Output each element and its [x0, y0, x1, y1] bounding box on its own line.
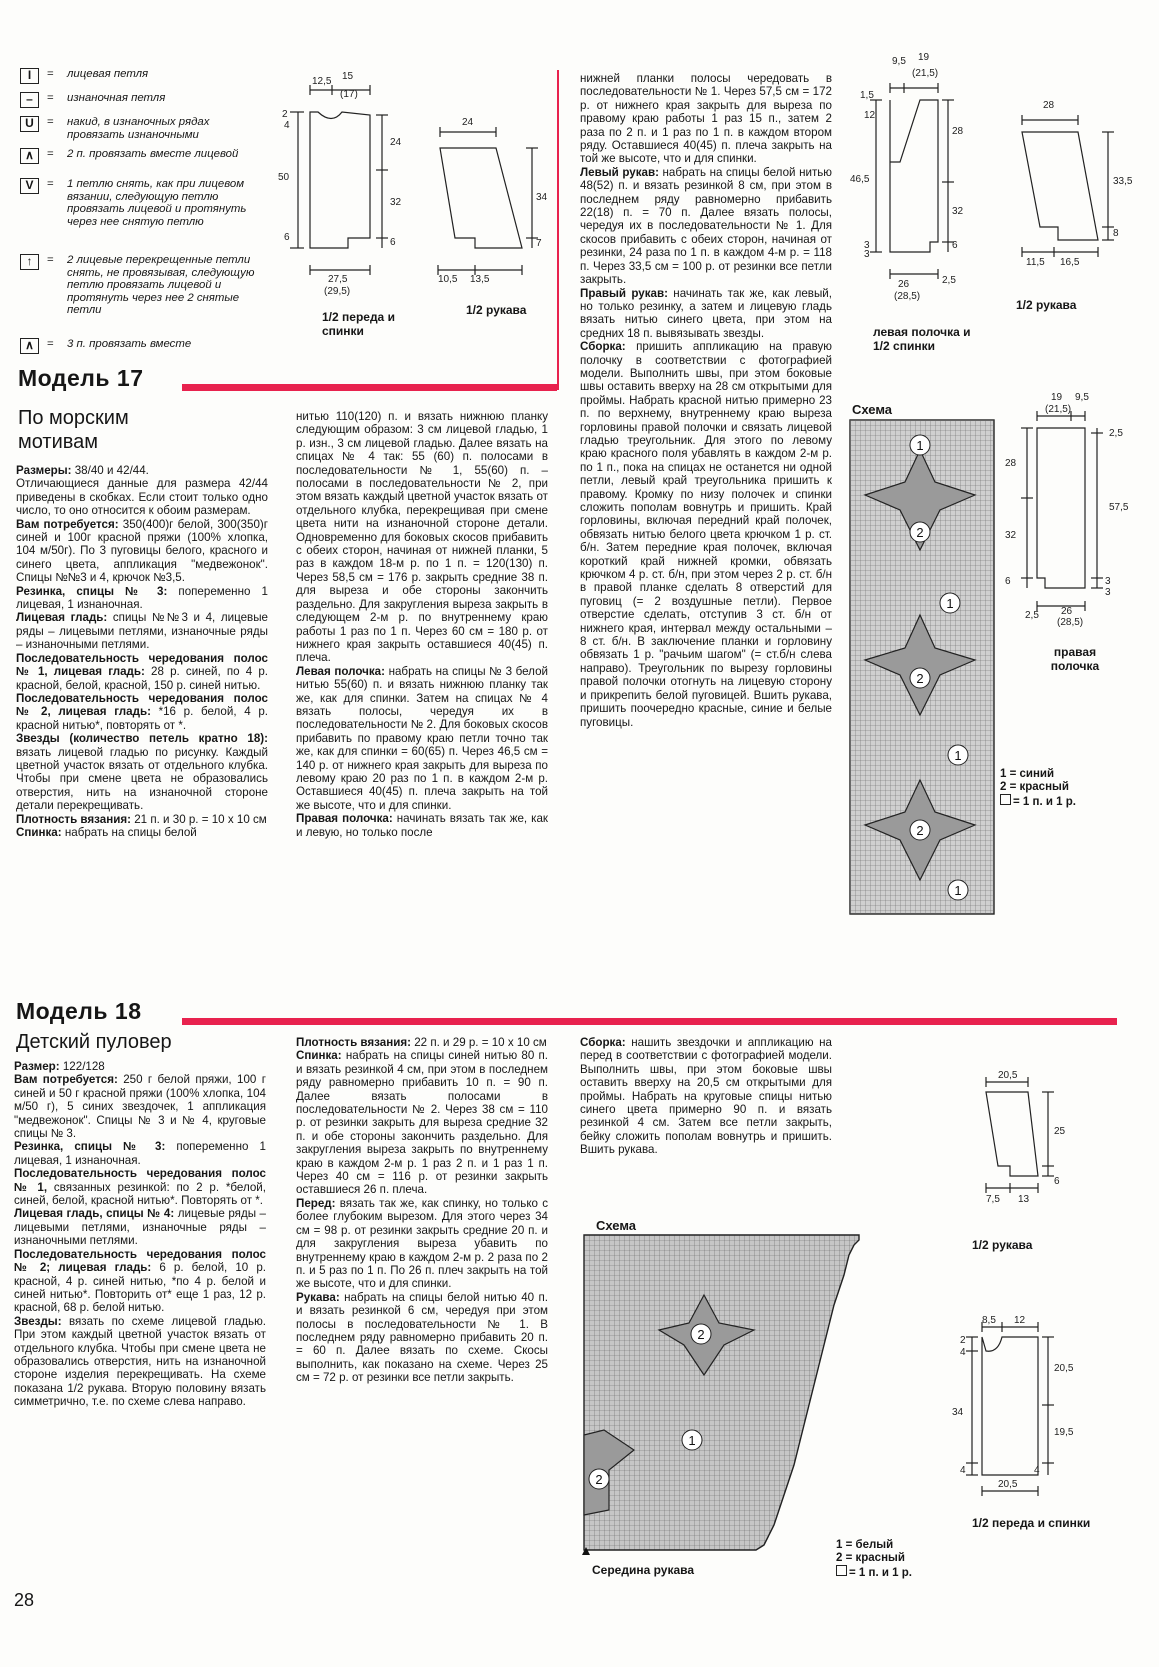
- paragraph-text: набрать на спицы белой: [61, 825, 197, 839]
- paragraph: [14, 1060, 266, 1073]
- paragraph-text: начинать так же, как левый, но только резинку, а затем и лицевую гладь вязать нитью синего цвета, при этом на средних 18 п. вывязывать звезды.: [580, 286, 833, 340]
- svg-text:11,5: 11,5: [1026, 257, 1045, 268]
- m17-subtitle: По морским мотивам: [18, 407, 129, 453]
- svg-text:6: 6: [390, 237, 396, 248]
- svg-text:34: 34: [952, 1407, 964, 1418]
- svg-text:26: 26: [898, 279, 910, 290]
- m18-title: Модель 18: [16, 998, 142, 1024]
- paragraph: [16, 732, 268, 812]
- paragraph-heading: Звезды (количество петель кратно 18):: [16, 732, 268, 746]
- svg-text:24: 24: [462, 117, 474, 128]
- svg-text:(17): (17): [340, 89, 358, 100]
- paragraph: [16, 813, 268, 826]
- svg-text:4: 4: [284, 120, 290, 131]
- paragraph-text: набрать на спицы белой нитью 40 п. и вязать резинкой 6 см, чередуя при этом полосы в последовательности № 1. В последнем ряду равномерно прибавить 20 п. = 60 п. Далее вязать по схеме. Скосы выполнить, как показано на схеме. Через 25 см = 72 р. от резинки все петли закрыть.: [296, 1290, 548, 1385]
- svg-text:28: 28: [952, 126, 964, 137]
- svg-text:27,5: 27,5: [328, 274, 348, 285]
- svg-text:26: 26: [1061, 606, 1073, 617]
- paragraph-heading: Левая полочка:: [296, 664, 385, 678]
- m17-left-front-caption: левая полочка и 1/2 спинки: [873, 325, 971, 353]
- svg-text:2: 2: [697, 1327, 705, 1342]
- legend-definition: лицевая петля: [67, 68, 149, 80]
- knit-symbol-icon: ∧: [20, 148, 39, 164]
- svg-text:7,5: 7,5: [986, 1194, 1000, 1205]
- paragraph: [296, 1291, 548, 1385]
- paragraph-heading: Размер:: [14, 1060, 60, 1073]
- paragraph-heading: Последовательность чередования полос № 2, лицевая гладь:: [16, 691, 268, 719]
- paragraph-text: 250 г белой пряжи, 100 г синей и 50 г красной пряжи (100% хлопка, 104 м/50 г), 5 синих звездочек, 1 аппликация "медвежонок". Спицы № 3 и № 4, круговые спицы № 3.: [14, 1073, 266, 1141]
- svg-text:2,5: 2,5: [1025, 610, 1039, 621]
- m18-sleeve-caption: 1/2 рукава: [972, 1238, 1033, 1252]
- svg-text:25: 25: [1054, 1126, 1066, 1137]
- m17-sleeve2-caption: 1/2 рукава: [1016, 298, 1077, 312]
- legend-definition: накид, в изнаночных рядах провязать изнаночными: [67, 116, 210, 141]
- paragraph-heading: Перед:: [296, 1196, 336, 1210]
- legend-equals: =: [47, 178, 54, 190]
- paragraph-text: вязать по схеме лицевой гладью. При этом каждый цветной участок вязать от отдельного клубка. Чтобы при смене цвета не образовались отверстия, нить на изнаночной стороне изделия перекрещивать. На схеме показана 1/2 рукава. Вторую половину вязать симметрично, т.е. по схеме слева направо.: [14, 1314, 266, 1409]
- paragraph: [16, 518, 268, 585]
- svg-text:(21,5): (21,5): [912, 68, 939, 79]
- paragraph-text: 22 п. и 29 р. = 10 x 10 см: [410, 1036, 547, 1049]
- m18-front-back-diagram: [950, 1315, 1080, 1515]
- knit-symbol-icon: –: [20, 92, 39, 108]
- top-divider: [557, 70, 559, 390]
- svg-text:2: 2: [916, 525, 924, 540]
- svg-text:9,5: 9,5: [1075, 392, 1089, 403]
- legend-equals: =: [47, 254, 54, 266]
- svg-text:2,5: 2,5: [942, 275, 956, 286]
- svg-text:15: 15: [342, 71, 354, 82]
- paragraph-heading: Сборка:: [580, 1036, 626, 1049]
- paragraph-text: нашить звездочки и аппликацию на перед в соответствии с фотографией модели. Выполнить швы, при этом боковые швы оставить вверху на 20,5 см открытыми для проймы. Набрать на круговые спицы нитью синего цвета примерно 90 п. и вязать резинкой 4 см. Затем все петли закрыть, бейку сложить пополам вовнутрь и пришить. Вшить рукава.: [580, 1036, 832, 1157]
- svg-text:19: 19: [918, 52, 930, 63]
- paragraph-text: Отличающиеся данные для размера 42/44 приведены в скобках. Если стоит только одно число, то оно относится к обоим размерам.: [16, 477, 268, 518]
- m17-scheme-legend: 1 = синий 2 = красный = 1 п. и 1 р.: [1000, 768, 1076, 808]
- svg-text:32: 32: [1005, 530, 1017, 541]
- paragraph-text: начинать вязать так же, как и левую, но только после: [296, 812, 548, 839]
- legend-row: [20, 338, 257, 354]
- paragraph: [580, 287, 832, 341]
- svg-text:6: 6: [1005, 576, 1011, 587]
- m17-scheme-chart: [850, 420, 995, 915]
- legend-row: [20, 178, 257, 228]
- paragraph-text: попеременно 1 лицевая, 1 изнаночная.: [16, 584, 268, 612]
- paragraph-heading: Звезды:: [14, 1314, 62, 1328]
- paragraph-text: 350(400)г белой, 300(350)г синей и 100г красной пряжи (100% хлопка, 104 м/50г). По 3 пуговицы белого, красного и синего цвета, аппликация "медвежонок". Спицы №№3 и 4, крючок №3,5.: [16, 517, 268, 585]
- legend-equals: =: [47, 148, 54, 160]
- svg-text:19: 19: [1051, 392, 1063, 403]
- paragraph: [16, 611, 268, 651]
- paragraph-text: попеременно 1 лицевая, 1 изнаночная.: [14, 1140, 266, 1167]
- paragraph: [14, 1140, 266, 1167]
- paragraph: [14, 1315, 266, 1409]
- svg-text:13,5: 13,5: [470, 274, 490, 285]
- legend-row: [20, 254, 257, 317]
- svg-text:(21,5): (21,5): [1045, 404, 1072, 415]
- m18-column-2: [296, 1036, 548, 1576]
- svg-text:12: 12: [1014, 1315, 1026, 1326]
- paragraph: [14, 1248, 266, 1315]
- paragraph: [16, 477, 268, 517]
- m18-scheme-title: Схема: [596, 1218, 637, 1233]
- paragraph-heading: Размеры:: [16, 464, 72, 477]
- m18-subtitle: Детский пуловер: [16, 1031, 172, 1053]
- svg-text:4: 4: [960, 1465, 966, 1476]
- m17-scheme-title: Схема: [852, 402, 893, 417]
- svg-text:19,5: 19,5: [1054, 1427, 1074, 1438]
- svg-text:2: 2: [282, 109, 288, 120]
- paragraph-heading: Рукава:: [296, 1290, 340, 1304]
- legend-equals: =: [47, 116, 54, 128]
- paragraph: [16, 585, 268, 612]
- svg-text:50: 50: [278, 172, 290, 183]
- svg-text:16,5: 16,5: [1060, 257, 1080, 268]
- paragraph: [296, 1049, 548, 1196]
- svg-text:1,5: 1,5: [860, 90, 874, 101]
- svg-text:2: 2: [960, 1335, 966, 1346]
- svg-text:1: 1: [954, 748, 962, 763]
- paragraph: [14, 1167, 266, 1207]
- knit-symbol-icon: ↑: [20, 254, 39, 270]
- m17-left-front-diagram: [840, 52, 1152, 352]
- svg-text:10,5: 10,5: [438, 274, 458, 285]
- svg-text:32: 32: [390, 197, 402, 208]
- svg-text:20,5: 20,5: [998, 1070, 1018, 1081]
- knit-symbol-icon: V: [20, 178, 39, 194]
- paragraph-text: 28 р. синей, по 4 р. красной, белой, красной, 150 р. синей нитью.: [16, 665, 268, 692]
- svg-text:32: 32: [952, 206, 964, 217]
- paragraph-heading: Плотность вязания:: [16, 812, 131, 826]
- svg-text:3: 3: [1105, 587, 1111, 598]
- paragraph-text: нижней планки полосы чередовать в последовательности № 1. Через 57,5 см = 172 р. от нижнего края закрыть для выреза по правому краю работы 1 раз 15 п., затем 2 раза по 2 п. и 1 раз по 1 п. в каждом втором ряду. Оставшиеся 40(45) п. плеча закрыть на той же высоте, что и для спинки.: [580, 72, 832, 166]
- svg-text:12,5: 12,5: [312, 76, 332, 87]
- legend-definition: 3 п. провязать вместе: [67, 338, 192, 350]
- paragraph: [14, 1207, 266, 1247]
- svg-text:3: 3: [864, 249, 870, 260]
- paragraph-heading: Последовательность чередования полос № 2; лицевая гладь:: [14, 1247, 266, 1275]
- svg-text:9,5: 9,5: [892, 56, 906, 67]
- legend-row: [20, 68, 257, 84]
- svg-text:2: 2: [916, 671, 924, 686]
- knit-symbol-icon: U: [20, 116, 39, 132]
- paragraph-heading: Резинка, спицы № 3:: [14, 1140, 166, 1154]
- svg-text:1: 1: [954, 883, 962, 898]
- svg-text:(28,5): (28,5): [1057, 617, 1084, 628]
- svg-text:8: 8: [1113, 228, 1119, 239]
- m18-scheme-chart: [584, 1235, 884, 1565]
- paragraph-text: 21 п. и 30 р. = 10 x 10 см: [130, 812, 267, 826]
- svg-text:4: 4: [1034, 1465, 1040, 1476]
- svg-text:24: 24: [390, 137, 402, 148]
- paragraph-heading: Правая полочка:: [296, 812, 393, 826]
- page-number: 28: [14, 1590, 35, 1610]
- paragraph-heading: Лицевая гладь:: [16, 611, 108, 625]
- paragraph: [296, 410, 548, 665]
- svg-text:4: 4: [960, 1347, 966, 1358]
- svg-text:1: 1: [946, 596, 954, 611]
- paragraph-text: *16 р. белой, 4 р. красной нитью*, повторять от *.: [16, 705, 268, 732]
- paragraph: [580, 1036, 832, 1157]
- svg-text:(28,5): (28,5): [894, 291, 921, 302]
- paragraph: [16, 826, 268, 839]
- m18-scheme-legend: 1 = белый 2 = красный = 1 п. и 1 р.: [836, 1539, 912, 1579]
- paragraph-heading: Спинка:: [296, 1049, 342, 1063]
- paragraph-text: 122/128: [59, 1060, 105, 1073]
- paragraph-heading: Последовательность чередования полос № 1, лицевая гладь:: [16, 651, 268, 679]
- legend-equals: =: [47, 338, 54, 350]
- paragraph: [580, 340, 832, 729]
- svg-text:3: 3: [1105, 576, 1111, 587]
- svg-text:3: 3: [864, 240, 870, 251]
- paragraph-heading: Резинка, спицы № 3:: [16, 584, 168, 598]
- paragraph-heading: Правый рукав:: [580, 286, 668, 300]
- m18-column-1: [14, 1060, 266, 1520]
- svg-text:34: 34: [536, 192, 548, 203]
- paragraph: [296, 1197, 548, 1291]
- paragraph-heading: Сборка:: [580, 340, 626, 354]
- m17-column-1: [16, 464, 268, 994]
- paragraph: [296, 1036, 548, 1049]
- svg-text:2: 2: [595, 1472, 603, 1487]
- paragraph-heading: Вам потребуется:: [14, 1073, 118, 1087]
- paragraph-text: пришить аппликацию на правую полочку в соответствии с фотографией модели. Выполнить швы, при этом боковые швы оставить вверху на 28 см открытыми для проймы. Набрать красной нитью примерно 23 п. по верхнему, внутреннему краю выреза горловины правой полочки и связать лицевой гладью треугольник. Для этого по левому краю красного поля убавлять в каждом 2-м р. по 1 п., пока на спицах не останется ни одной петли, левый край треугольника пришить к правому. Кромку по низу полочек и спинки сложить пополам вовнутрь и пришить. Край горловины, включая передний край полочек, обвязать нитью белого цвета крючком 1 р. ст. б/н. Затем передние края полочек, включая короткий край нижней кромки, обвязать крючком 4 р. ст. б/н, при этом через 2 р. ст. б/н в правой планке сделать 8 отверстий для пуговиц (= 2 воздушные петли). Первое отверстие сделать, отступив 3 ст. б/н от нижнего края, интервал между остальными – 8 ст. б/н. В заключение планки и горловину обвязать 1 р. "рачьим шагом" (= ст.б/н слева направо). Треугольник по вырезу горловины правой полочки отогнуть на лицевую сторону и прикрепить белой пуговицей. Вшить рукава, пришить поочередно красные, синие и белые пуговицы.: [580, 340, 832, 729]
- paragraph-heading: Последовательность чередования полос № 1,: [14, 1167, 266, 1194]
- svg-text:6: 6: [952, 240, 958, 251]
- svg-text:46,5: 46,5: [850, 174, 870, 185]
- knit-symbol-icon: I: [20, 68, 39, 84]
- paragraph-heading: Левый рукав:: [580, 165, 659, 179]
- svg-text:6: 6: [1054, 1176, 1060, 1187]
- knit-symbol-icon: ∧: [20, 338, 39, 354]
- paragraph-text: набрать на спицы синей нитью 80 п. и вязать резинкой 4 см, при этом в последнем ряду равномерно прибавить 10 п. = 90 п. Далее вязать полосами в последовательности № 2. Через 38 см = 110 р. от резинки закрыть для выреза средние 32 п. и обе стороны закончить раздельно. Для закругления выреза закрыть по внутреннему краю в каждом 2-м р. 1 раз 2 п. и 1 раз 1 п. Через 40 см = 116 р. от резинки закрыть оставшиеся 26 п. плеча.: [296, 1049, 548, 1197]
- svg-text:57,5: 57,5: [1109, 502, 1129, 513]
- m17-sleeve-caption: 1/2 рукава: [466, 303, 527, 317]
- svg-text:(29,5): (29,5): [324, 286, 351, 297]
- paragraph-heading: Плотность вязания:: [296, 1036, 411, 1049]
- paragraph: [14, 1073, 266, 1140]
- m17-title: Модель 17: [18, 365, 144, 391]
- legend-equals: =: [47, 92, 54, 104]
- svg-text:12: 12: [864, 110, 876, 121]
- svg-text:6: 6: [284, 232, 290, 243]
- paragraph: [16, 652, 268, 692]
- paragraph-text: 38/40 и 42/44.: [71, 464, 149, 477]
- paragraph-heading: Вам потребуется:: [16, 517, 119, 531]
- svg-text:1: 1: [916, 438, 924, 453]
- m18-scheme-bottom-label: Середина рукава: [592, 1563, 695, 1577]
- m18-front-back-caption: 1/2 переда и спинки: [972, 1516, 1091, 1530]
- paragraph: [580, 166, 832, 287]
- svg-text:7: 7: [536, 238, 542, 249]
- svg-text:28: 28: [1005, 458, 1017, 469]
- paragraph-text: вязать лицевой гладью по рисунку. Каждый цветной участок вязать от отдельного клубка. Чтобы при смене цвета не образовались отверстия, нить на изнаночной стороне детали перекрещивать.: [16, 745, 268, 813]
- m17-column-2: [296, 410, 548, 1000]
- legend-definition: 2 лицевые перекрещенные петли снять, не провязывая, следующую петлю провязать лицевой и протянуть через нее 2 снятые петли: [67, 254, 255, 317]
- paragraph-text: спицы №№3 и 4, лицевые ряды – лицевыми петлями, изнаночные ряды – изнаночными петлями.: [16, 611, 268, 652]
- paragraph-text: вязать так же, как спинку, но только с более глубоким вырезом. Для этого через 34 см = 98 р. от резинки закрыть средние 20 п. и для закругления выреза убавить по внутреннему краю в каждом 2-м р. 2 раза по 2 п. и 5 раз по 1 п. По 26 п. плеч закрыть на той же высоте, что и для спинки.: [296, 1196, 548, 1291]
- paragraph-text: лицевые ряды – лицевыми петлями, изнаночные ряды – изнаночными петлями.: [14, 1207, 267, 1248]
- m17-column-3: [580, 72, 832, 1002]
- legend-row: [20, 148, 257, 164]
- paragraph-heading: Спинка:: [16, 825, 62, 839]
- paragraph: [296, 812, 548, 839]
- paragraph: [296, 665, 548, 812]
- svg-text:28: 28: [1043, 100, 1055, 111]
- svg-text:8,5: 8,5: [982, 1315, 996, 1326]
- m18-column-3: [580, 1036, 832, 1216]
- svg-text:20,5: 20,5: [1054, 1363, 1074, 1374]
- paragraph: [16, 692, 268, 732]
- legend-row: [20, 116, 257, 141]
- paragraph: [580, 72, 832, 166]
- svg-text:2,5: 2,5: [1109, 428, 1123, 439]
- paragraph-text: набрать на спицы № 3 белой нитью 55(60) п. и вязать нижнюю планку так же, как для спинки. Затем на спицах № 4 вязать полосы, чередуя их в последовательности № 2. Для боковых скосов прибавить по правому краю петли точно так же, как для спинки = 60(65) п. Через 46,5 см = 140 р. от нижнего края закрыть для выреза по левому краю 20 раз по 1 п. в каждом 2-м р. Оставшиеся 40(45) п. плеча закрыть на той же высоте, что и для спинки.: [296, 664, 548, 812]
- svg-text:20,5: 20,5: [998, 1479, 1018, 1490]
- legend-definition: изнаночная петля: [67, 92, 166, 104]
- m17-front-back-caption: 1/2 переда и спинки: [322, 310, 395, 338]
- m18-sleeve-diagram: [966, 1070, 1076, 1210]
- paragraph-text: 6 р. белой, 10 р. красной, 4 р. синей нитью, *по 4 р. белой и синей нитью*. Повторить от* еще 1 раз, 12 р. красной, 68 р. белой нитью.: [14, 1261, 266, 1315]
- paragraph: [16, 464, 268, 477]
- m17-title-bar: [182, 384, 557, 391]
- paragraph-text: набрать на спицы белой нитью 48(52) п. и вязать резинкой 8 см, при этом в последнем ряду равномерно прибавить 22(18) п. = 70 п. Далее вязать полосы, чередуя их в последовательности № 1. Для скосов прибавить с обеих сторон, начиная от резинки, 24 раза по 1 п. в каждом 4-м р. = 118 п. Через 33,5 см = 100 р. от резинки все петли закрыть.: [580, 165, 833, 287]
- svg-text:1: 1: [688, 1433, 696, 1448]
- legend-row: [20, 92, 257, 108]
- m17-right-front-caption: правая полочка: [1050, 645, 1100, 673]
- legend-equals: =: [47, 68, 54, 80]
- m17-right-front-diagram: [1005, 388, 1155, 628]
- svg-text:2: 2: [916, 823, 924, 838]
- paragraph-text: нитью 110(120) п. и вязать нижнюю планку следующим образом: 3 см лицевой гладью, 1 р. изн., 3 см лицевой гладью. Далее вязать на спицах № 4 так: 55 (60) п. полосами в последовательности № 1, 55(60) п. – полосами в последовательности № 2, при этом вязать каждый цветной участок вязать от отдельного клубка, перекрещивая при смене цвета нити на изнаночной стороне детали. Одновременно для боковых скосов прибавить с обеих сторон, начиная от нижней планки, 5 раз в каждом 18-м р. по 1 п. = 120(130) п. Через 58,5 см = 176 р. закрыть средние 38 п. для выреза и обе стороны закончить раздельно. Для закругления выреза закрыть в следующем 2-м р. по внутреннему краю работы 1 раз по 1 п. Через 60 см = 180 р. от нижнего края закрыть оставшиеся 40(45) п. плеча.: [296, 410, 548, 665]
- legend-definition: 1 петлю снять, как при лицевом вязании, следующую петлю провязать лицевой и протянуть через нее снятую петлю: [67, 178, 247, 228]
- legend-definition: 2 п. провязать вместе лицевой: [67, 148, 239, 160]
- svg-text:13: 13: [1018, 1194, 1030, 1205]
- svg-text:33,5: 33,5: [1113, 176, 1133, 187]
- paragraph-heading: Лицевая гладь, спицы № 4:: [14, 1207, 175, 1221]
- paragraph-text: связанных резинкой: по 2 р. *белой, синей, белой, красной нитью*. Повторять от *.: [14, 1180, 266, 1208]
- m18-title-bar: [182, 1018, 1117, 1025]
